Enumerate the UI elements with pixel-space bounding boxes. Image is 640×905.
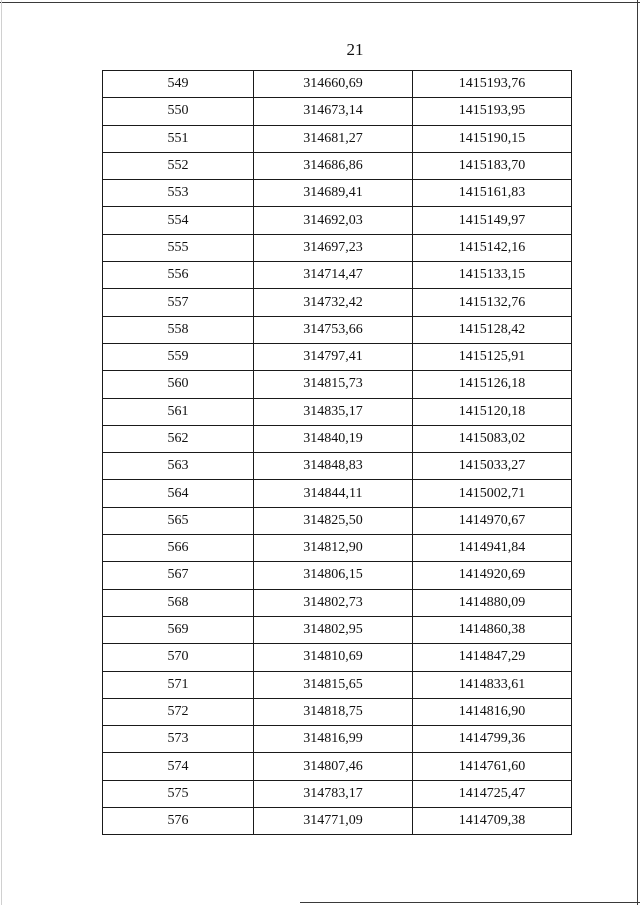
x-coordinate-cell: 314802,73 [254, 589, 413, 616]
table-row [103, 616, 572, 643]
x-coordinate-cell: 314797,41 [254, 343, 413, 370]
y-coordinate-cell: 1415128,42 [413, 316, 572, 343]
point-number-cell: 557 [103, 289, 254, 316]
x-coordinate-cell: 314802,95 [254, 616, 413, 643]
point-number-cell: 552 [103, 152, 254, 179]
x-coordinate-cell: 314810,69 [254, 644, 413, 671]
point-number-cell: 566 [103, 535, 254, 562]
point-number-cell: 553 [103, 180, 254, 207]
table-row [103, 562, 572, 589]
y-coordinate-cell: 1414709,38 [413, 808, 572, 835]
x-coordinate-cell: 314689,41 [254, 180, 413, 207]
x-coordinate-cell: 314771,09 [254, 808, 413, 835]
table-row [103, 507, 572, 534]
point-number-cell: 568 [103, 589, 254, 616]
x-coordinate-cell: 314848,83 [254, 453, 413, 480]
table-row [103, 753, 572, 780]
x-coordinate-cell: 314806,15 [254, 562, 413, 589]
y-coordinate-cell: 1415002,71 [413, 480, 572, 507]
point-number-cell: 558 [103, 316, 254, 343]
y-coordinate-cell: 1414799,36 [413, 726, 572, 753]
y-coordinate-cell: 1415132,76 [413, 289, 572, 316]
y-coordinate-cell: 1414816,90 [413, 698, 572, 725]
y-coordinate-cell: 1415190,15 [413, 125, 572, 152]
scan-edge-top [0, 2, 640, 3]
x-coordinate-cell: 314815,73 [254, 371, 413, 398]
y-coordinate-cell: 1414920,69 [413, 562, 572, 589]
table-row [103, 125, 572, 152]
x-coordinate-cell: 314783,17 [254, 780, 413, 807]
x-coordinate-cell: 314697,23 [254, 234, 413, 261]
table-row [103, 343, 572, 370]
point-number-cell: 567 [103, 562, 254, 589]
x-coordinate-cell: 314714,47 [254, 262, 413, 289]
point-number-cell: 569 [103, 616, 254, 643]
point-number-cell: 564 [103, 480, 254, 507]
y-coordinate-cell: 1415126,18 [413, 371, 572, 398]
x-coordinate-cell: 314812,90 [254, 535, 413, 562]
point-number-cell: 549 [103, 71, 254, 98]
table-row [103, 316, 572, 343]
table-row [103, 671, 572, 698]
scan-edge-bottom [300, 902, 640, 903]
y-coordinate-cell: 1414970,67 [413, 507, 572, 534]
x-coordinate-cell: 314692,03 [254, 207, 413, 234]
x-coordinate-cell: 314681,27 [254, 125, 413, 152]
table-row [103, 398, 572, 425]
point-number-cell: 554 [103, 207, 254, 234]
y-coordinate-cell: 1415125,91 [413, 343, 572, 370]
point-number-cell: 565 [103, 507, 254, 534]
point-number-cell: 550 [103, 98, 254, 125]
y-coordinate-cell: 1414860,38 [413, 616, 572, 643]
table-row [103, 289, 572, 316]
y-coordinate-cell: 1414880,09 [413, 589, 572, 616]
table-row [103, 180, 572, 207]
table-row [103, 589, 572, 616]
x-coordinate-cell: 314807,46 [254, 753, 413, 780]
x-coordinate-cell: 314673,14 [254, 98, 413, 125]
x-coordinate-cell: 314840,19 [254, 425, 413, 452]
point-number-cell: 551 [103, 125, 254, 152]
x-coordinate-cell: 314825,50 [254, 507, 413, 534]
y-coordinate-cell: 1414725,47 [413, 780, 572, 807]
y-coordinate-cell: 1415193,76 [413, 71, 572, 98]
scan-edge-right [637, 0, 638, 905]
y-coordinate-cell: 1415142,16 [413, 234, 572, 261]
y-coordinate-cell: 1415183,70 [413, 152, 572, 179]
y-coordinate-cell: 1414941,84 [413, 535, 572, 562]
y-coordinate-cell: 1415149,97 [413, 207, 572, 234]
x-coordinate-cell: 314816,99 [254, 726, 413, 753]
y-coordinate-cell: 1415083,02 [413, 425, 572, 452]
table-row [103, 262, 572, 289]
point-number-cell: 575 [103, 780, 254, 807]
table-row [103, 71, 572, 98]
table-row [103, 698, 572, 725]
table-row [103, 453, 572, 480]
x-coordinate-cell: 314753,66 [254, 316, 413, 343]
table-row [103, 425, 572, 452]
point-number-cell: 563 [103, 453, 254, 480]
table-row [103, 207, 572, 234]
x-coordinate-cell: 314818,75 [254, 698, 413, 725]
point-number-cell: 576 [103, 808, 254, 835]
point-number-cell: 572 [103, 698, 254, 725]
table-row [103, 726, 572, 753]
x-coordinate-cell: 314660,69 [254, 71, 413, 98]
x-coordinate-cell: 314835,17 [254, 398, 413, 425]
table-row [103, 644, 572, 671]
y-coordinate-cell: 1415133,15 [413, 262, 572, 289]
point-number-cell: 556 [103, 262, 254, 289]
y-coordinate-cell: 1414847,29 [413, 644, 572, 671]
table-row [103, 371, 572, 398]
point-number-cell: 571 [103, 671, 254, 698]
point-number-cell: 574 [103, 753, 254, 780]
table-row [103, 535, 572, 562]
y-coordinate-cell: 1415120,18 [413, 398, 572, 425]
coordinates-table [102, 70, 572, 835]
point-number-cell: 561 [103, 398, 254, 425]
point-number-cell: 560 [103, 371, 254, 398]
page-number: 21 [346, 40, 364, 59]
point-number-cell: 559 [103, 343, 254, 370]
point-number-cell: 562 [103, 425, 254, 452]
table-row [103, 234, 572, 261]
x-coordinate-cell: 314815,65 [254, 671, 413, 698]
y-coordinate-cell: 1415033,27 [413, 453, 572, 480]
table-row [103, 480, 572, 507]
table-row [103, 808, 572, 835]
y-coordinate-cell: 1414761,60 [413, 753, 572, 780]
x-coordinate-cell: 314686,86 [254, 152, 413, 179]
x-coordinate-cell: 314844,11 [254, 480, 413, 507]
y-coordinate-cell: 1415161,83 [413, 180, 572, 207]
y-coordinate-cell: 1414833,61 [413, 671, 572, 698]
table-row [103, 780, 572, 807]
coordinates-table-body [103, 71, 572, 835]
scan-edge-left [1, 0, 2, 905]
point-number-cell: 573 [103, 726, 254, 753]
y-coordinate-cell: 1415193,95 [413, 98, 572, 125]
point-number-cell: 555 [103, 234, 254, 261]
table-row [103, 98, 572, 125]
x-coordinate-cell: 314732,42 [254, 289, 413, 316]
table-row [103, 152, 572, 179]
point-number-cell: 570 [103, 644, 254, 671]
